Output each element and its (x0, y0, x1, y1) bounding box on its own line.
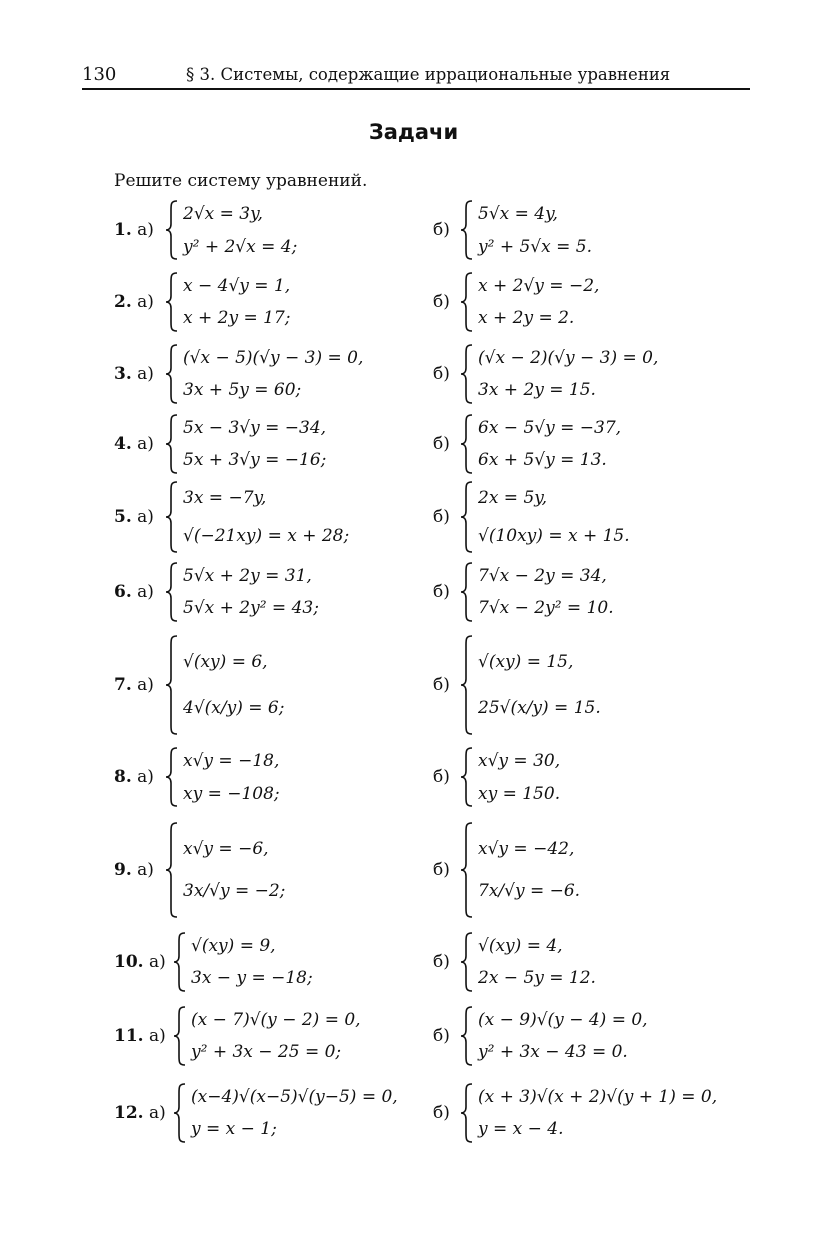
equation-line: 6x − 5√y = −37, (478, 418, 622, 438)
problem-number: 4. (114, 434, 132, 454)
equation-line: x√y = −6, (183, 839, 269, 859)
part-b-label: б) (433, 507, 450, 527)
system-part-b (460, 635, 760, 735)
brace-icon (165, 414, 179, 474)
brace-icon (165, 635, 179, 735)
equation-line: y² + 3x − 43 = 0. (478, 1042, 628, 1062)
brace-icon (173, 1006, 187, 1066)
brace-icon (460, 1006, 474, 1066)
equation-line: xy = −108; (183, 783, 280, 804)
equation-line: 6x + 5√y = 13. (478, 450, 607, 470)
brace-icon (165, 344, 179, 404)
instructions: Решите систему уравнений. (114, 171, 368, 191)
part-a-label: а) (131, 860, 154, 880)
part-b-label: б) (433, 364, 450, 384)
equation-line: 3x − y = −18; (191, 968, 313, 988)
part-a-label: а) (131, 364, 154, 384)
system-part-a (165, 481, 465, 553)
brace-icon (165, 200, 179, 260)
problem-label (114, 364, 154, 384)
system-part-a (165, 414, 465, 474)
part-b-label: б) (433, 860, 450, 880)
equation-line: 2√x = 3y, (183, 203, 263, 224)
brace-icon (173, 1083, 187, 1143)
problem-label (114, 767, 154, 787)
equation-line: 25√(x/y) = 15. (478, 698, 601, 718)
equation-line: (x + 3)√(x + 2)√(y + 1) = 0, (478, 1087, 718, 1107)
equation-line: x + 2y = 2. (478, 308, 575, 328)
part-b-label: б) (433, 434, 450, 454)
brace-icon (460, 200, 474, 260)
system-part-b (460, 414, 760, 474)
part-a-label: а) (131, 675, 154, 695)
problem-label (114, 1103, 166, 1123)
brace-icon (460, 822, 474, 918)
equation-line: 5√x = 4y, (478, 203, 558, 224)
equation-line: 4√(x/y) = 6; (183, 698, 285, 718)
problem-number: 6. (114, 582, 132, 602)
brace-icon (165, 747, 179, 807)
problem-label (114, 675, 154, 695)
system-part-a (173, 1083, 473, 1143)
equation-line: (x − 7)√(y − 2) = 0, (191, 1010, 361, 1030)
running-header (82, 62, 750, 90)
equation-line: x√y = −18, (183, 750, 280, 771)
system-part-a (165, 200, 465, 260)
equation-line: √(xy) = 9, (191, 936, 276, 956)
system-part-b (460, 747, 760, 807)
equation-line: y² + 5√x = 5. (478, 236, 592, 257)
equation-line: 7√x − 2y² = 10. (478, 598, 614, 618)
part-a-label: а) (143, 1026, 166, 1046)
problem-number: 10. (114, 952, 144, 972)
brace-icon (165, 562, 179, 622)
problem-number: 8. (114, 767, 132, 787)
brace-icon (165, 822, 179, 918)
system-part-b (460, 822, 760, 918)
system-part-b (460, 1083, 760, 1143)
brace-icon (460, 1083, 474, 1143)
part-b-label: б) (433, 952, 450, 972)
equation-line: x + 2y = 17; (183, 308, 291, 328)
brace-icon (460, 635, 474, 735)
part-b-label: б) (433, 767, 450, 787)
equation-line: 5x − 3√y = −34, (183, 418, 327, 438)
equation-line: 2x = 5y, (478, 488, 548, 508)
equation-line: 7x/√y = −6. (478, 881, 581, 901)
system-part-b (460, 481, 760, 553)
part-a-label: а) (131, 582, 154, 602)
problem-number: 1. (114, 220, 132, 240)
part-a-label: а) (131, 220, 154, 240)
brace-icon (460, 414, 474, 474)
problem-label (114, 434, 154, 454)
equation-line: (x−4)√(x−5)√(y−5) = 0, (191, 1087, 398, 1107)
equation-line: y² + 3x − 25 = 0; (191, 1042, 342, 1062)
part-a-label: а) (131, 292, 154, 312)
brace-icon (460, 344, 474, 404)
equation-line: (√x − 5)(√y − 3) = 0, (183, 348, 364, 368)
system-part-a (173, 932, 473, 992)
equation-line: 3x/√y = −2; (183, 881, 286, 901)
equation-line: x√y = 30, (478, 750, 561, 771)
equation-line: x − 4√y = 1, (183, 276, 291, 296)
brace-icon (460, 481, 474, 553)
system-part-b (460, 200, 760, 260)
part-b-label: б) (433, 220, 450, 240)
equation-line: 5x + 3√y = −16; (183, 450, 327, 470)
equation-line: √(10xy) = x + 15. (478, 526, 630, 546)
system-part-b (460, 344, 760, 404)
problem-label (114, 582, 154, 602)
equation-line: 5√x + 2y² = 43; (183, 598, 319, 618)
equation-line: (x − 9)√(y − 4) = 0, (478, 1010, 648, 1030)
brace-icon (460, 932, 474, 992)
problem-label (114, 292, 154, 312)
brace-icon (460, 747, 474, 807)
brace-icon (460, 562, 474, 622)
section-title: Задачи (368, 120, 459, 144)
header-title: § 3. Системы, содержащие иррациональные уравнения (186, 65, 671, 84)
part-a-label: а) (131, 434, 154, 454)
part-b-label: б) (433, 292, 450, 312)
problem-number: 7. (114, 675, 132, 695)
equation-line: 5√x + 2y = 31, (183, 566, 312, 586)
equation-line: 3x + 5y = 60; (183, 380, 302, 400)
system-part-a (165, 272, 465, 332)
problem-number: 2. (114, 292, 132, 312)
brace-icon (173, 932, 187, 992)
equation-line: √(xy) = 15, (478, 652, 574, 672)
equation-line: 3x = −7y, (183, 488, 267, 508)
equation-line: √(xy) = 4, (478, 936, 563, 956)
problem-label (114, 952, 166, 972)
system-part-a (173, 1006, 473, 1066)
part-b-label: б) (433, 1026, 450, 1046)
system-part-b (460, 932, 760, 992)
problem-number: 3. (114, 364, 132, 384)
equation-line: 3x + 2y = 15. (478, 380, 596, 400)
page-number: 130 (82, 64, 117, 85)
part-a-label: а) (131, 767, 154, 787)
problem-number: 12. (114, 1103, 144, 1123)
brace-icon (165, 272, 179, 332)
equation-line: √(xy) = 6, (183, 652, 268, 672)
brace-icon (460, 272, 474, 332)
equation-line: 7√x − 2y = 34, (478, 566, 607, 586)
equation-line: x√y = −42, (478, 839, 575, 859)
part-a-label: а) (131, 507, 154, 527)
system-part-a (165, 635, 465, 735)
equation-line: y = x − 4. (478, 1119, 564, 1139)
problem-number: 9. (114, 860, 132, 880)
equation-line: √(−21xy) = x + 28; (183, 526, 350, 546)
problem-number: 11. (114, 1026, 144, 1046)
system-part-a (165, 822, 465, 918)
part-b-label: б) (433, 675, 450, 695)
equation-line: y = x − 1; (191, 1119, 277, 1139)
equation-line: (√x − 2)(√y − 3) = 0, (478, 348, 659, 368)
equation-line: 2x − 5y = 12. (478, 968, 596, 988)
part-b-label: б) (433, 582, 450, 602)
system-part-b (460, 1006, 760, 1066)
problem-label (114, 860, 154, 880)
system-part-b (460, 562, 760, 622)
problem-number: 5. (114, 507, 132, 527)
part-a-label: а) (143, 952, 166, 972)
equation-line: xy = 150. (478, 783, 561, 804)
brace-icon (165, 481, 179, 553)
problem-label (114, 1026, 166, 1046)
system-part-a (165, 344, 465, 404)
problem-label (114, 507, 154, 527)
problem-label (114, 220, 154, 240)
system-part-a (165, 747, 465, 807)
system-part-b (460, 272, 760, 332)
system-part-a (165, 562, 465, 622)
equation-line: y² + 2√x = 4; (183, 236, 298, 257)
part-a-label: а) (143, 1103, 166, 1123)
equation-line: x + 2√y = −2, (478, 276, 600, 296)
part-b-label: б) (433, 1103, 450, 1123)
